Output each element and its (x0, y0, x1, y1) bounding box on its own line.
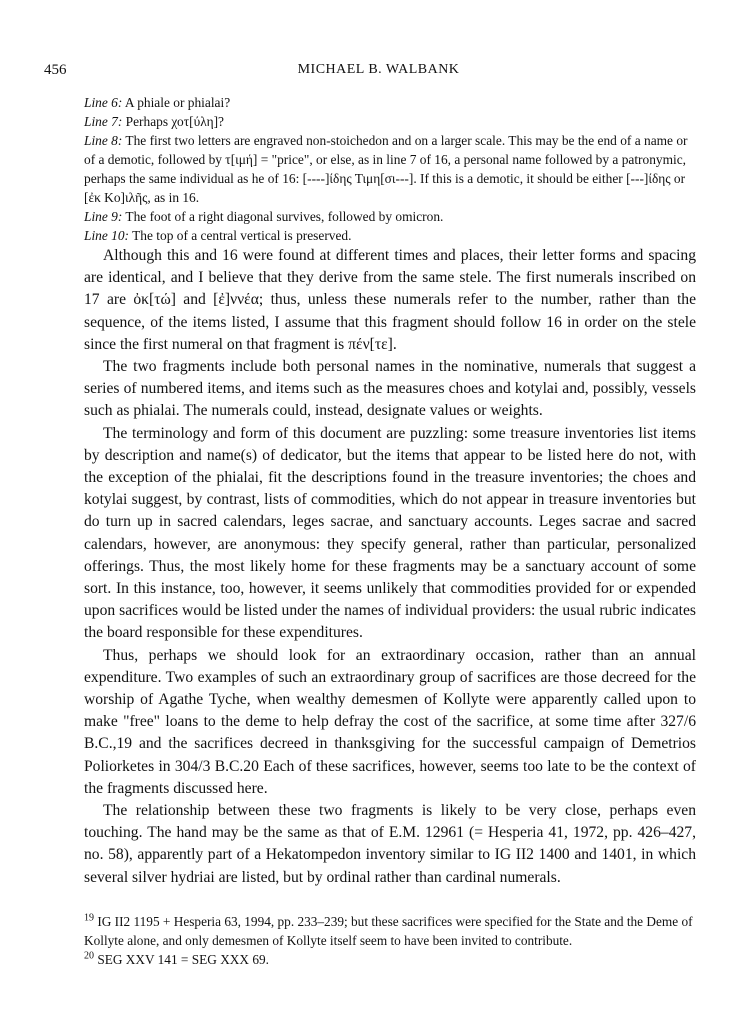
line-note-text: The foot of a right diagonal survives, followed by omicron. (122, 209, 444, 224)
body-text (84, 245, 696, 889)
line-note-text: The top of a central vertical is preserved. (129, 228, 352, 243)
line-note-text: A phiale or phialai? (122, 95, 231, 110)
footnote-text: SEG XXV 141 = SEG XXX 69. (94, 952, 269, 967)
line-note (84, 226, 696, 245)
line-note-text: The first two letters are engraved non-stoichedon and on a larger scale. This may be the end of a name or of a demotic, followed by τ[ιμή] = "price", or else, as in line 7 of 16, a personal name followed by a patronymic, perhaps the same individual as he of 16: [----]ίδης Τιμη[σι---]. If this is a demotic, it should be either [---]ίδης or [ἐκ Κο]ιλῆς, as in 16. (84, 133, 688, 205)
line-note-label: Line 7: (84, 114, 123, 129)
footnote (84, 950, 696, 969)
body-paragraph: Although this and 16 were found at different times and places, their letter forms and spacing are identical, and I believe that they derive from the same stele. The first numerals inscribed on 17 are ὀκ[τώ] and [ἐ]ννέα; thus, unless these numerals refer to the number, rather than the sequence, of the items listed, I assume that this fragment should follow 16 in order on the stele since the first numeral on that fragment is πέν[τε]. (84, 247, 696, 353)
body-paragraph: The two fragments include both personal names in the nominative, numerals that suggest a series of numbered items, and items such as the measures choes and kotylai and, possibly, vessels such as phialai. The numerals could, instead, designate values or weights. (84, 358, 696, 420)
footnote-mark: 20 (84, 950, 94, 962)
page-header (44, 62, 713, 82)
line-note-label: Line 6: (84, 95, 123, 110)
page-number: 456 (44, 62, 67, 78)
footnote-mark: 19 (84, 912, 94, 924)
body-paragraph: The relationship between these two fragments is likely to be very close, perhaps even touching. The hand may be the same as that of E.M. 12961 (= Hesperia 41, 1972, pp. 426–427, no. 58), apparently part of a Hekatompedon inventory similar to IG II2 1400 and 1401, in which several silver hydriai are listed, but by ordinal rather than cardinal numerals. (84, 802, 696, 886)
footnotes (84, 912, 696, 969)
footnote-text: IG II2 1195 + Hesperia 63, 1994, pp. 233–239; but these sacrifices were specified for the State and the Deme of Kollyte alone, and only demesmen of Kollyte itself seem to have been invited to contribute. (84, 914, 693, 948)
footnote (84, 912, 696, 950)
line-note-label: Line 10: (84, 228, 130, 243)
running-head: MICHAEL B. WALBANK (297, 62, 460, 77)
line-note (84, 207, 696, 226)
body-paragraph: Thus, perhaps we should look for an extraordinary occasion, rather than an annual expenditure. Two examples of such an extraordinary group of sacrifices are those decreed for the worship of Agathe Tyche, when wealthy demesmen of Kollyte were apparently called upon to make "free" loans to the deme to help defray the cost of the sacrifice, at some time after 327/6 B.C.,19 and the sacrifices decreed in thanksgiving for the successful campaign of Demetrios Poliorketes in 304/3 B.C.20 Each of these sacrifices, however, seems too late to be the context of the fragments discussed here. (84, 646, 696, 797)
body-paragraph: The terminology and form of this document are puzzling: some treasure inventories list items by description and name(s) of dedicator, but the items that appear to be listed here do not, with the exception of the phialai, fit the descriptions found in the treasure inventories; the choes and kotylai suggest, by contrast, lists of commodities, which do not appear in treasure inventories but do turn up in sacred calendars, leges sacrae, and sanctuary accounts. Leges sacrae and sacred calendars, however, are anonymous: they specify general, rather than particular, personalized offerings. Thus, the most likely home for these fragments may be a sanctuary account of some sort. In this instance, too, however, it seems unlikely that commodities provided for or expended upon sacrifices would be listed under the names of individual providers: the usual rubric indicates the board responsible for these expenditures. (84, 424, 696, 642)
line-note-label: Line 8: (84, 133, 123, 148)
line-note-text: Perhaps χοτ[ύλη]? (122, 114, 224, 129)
line-note (84, 93, 696, 112)
line-note (84, 131, 696, 207)
line-note (84, 112, 696, 131)
line-note-label: Line 9: (84, 209, 123, 224)
line-notes (84, 93, 696, 245)
